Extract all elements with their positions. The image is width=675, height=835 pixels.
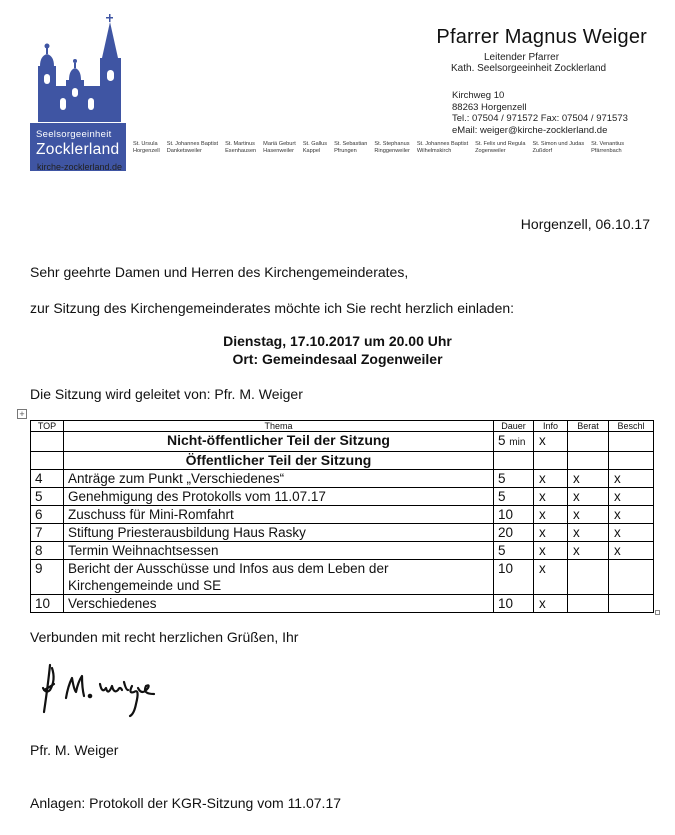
table-row: 9 Bericht der Ausschüsse und Infos aus dem Leben der Kirchengemeinde und SE 10 x xyxy=(31,560,654,595)
table-move-handle[interactable]: + xyxy=(17,409,27,419)
address-phone: Tel.: 07504 / 971572 Fax: 07504 / 971573 xyxy=(452,113,628,125)
parish-item: St. Ursula Horgenzell xyxy=(133,141,160,155)
parish-logo xyxy=(30,14,126,156)
sender-name: Pfarrer Magnus Weiger xyxy=(436,26,647,48)
column-header: Beschl xyxy=(609,421,654,432)
agenda-table xyxy=(30,420,654,613)
letter-date: Horgenzell, 06.10.17 xyxy=(520,216,650,232)
attachments-text: Anlagen: Protokoll der KGR-Sitzung vom 11.07.17 xyxy=(30,795,342,811)
address-email[interactable]: eMail: weiger@kirche-zocklerland.de xyxy=(452,124,608,136)
parish-item: St. Gallus Kappel xyxy=(302,141,328,155)
duration-cell: 5 min xyxy=(494,432,534,452)
address-city: 88263 Horgenzell xyxy=(452,101,527,113)
parish-item: St. Simon und Judas Zußdorf xyxy=(532,141,585,155)
handwritten-signature xyxy=(30,660,170,725)
parish-item: St. Johannes Baptist Wilhelmskirch xyxy=(416,141,469,155)
meeting-location: Ort: Gemeindesaal Zogenweiler xyxy=(232,351,443,367)
sender-address xyxy=(452,90,628,136)
section-row-public xyxy=(31,452,654,470)
parish-item: St. Martinus Esenhausen xyxy=(225,141,257,155)
sender-role: Leitender Pfarrer xyxy=(484,52,560,63)
parish-item: St. Stephanus Ringgenweiler xyxy=(374,141,410,155)
parish-list xyxy=(133,141,631,155)
intro-text: zur Sitzung des Kirchengemeinderates möchte ich Sie recht herzlich einladen: xyxy=(30,300,515,316)
website-url[interactable]: kirche-zocklerland.de xyxy=(37,162,123,172)
info-cell: x xyxy=(534,432,568,452)
table-row: 7 Stiftung Priesterausbildung Haus Rasky 20 x x x xyxy=(31,524,654,542)
parish-item: Mariä Geburt Hasenweiler xyxy=(263,141,296,155)
table-resize-handle[interactable] xyxy=(655,610,660,615)
logo-line-1: Seelsorgeeinheit xyxy=(36,129,112,140)
meeting-datetime: Dienstag, 17.10.2017 um 20.00 Uhr xyxy=(223,333,452,349)
closing-text: Verbunden mit recht herzlichen Grüßen, Ihr xyxy=(30,629,299,645)
column-header: Info xyxy=(534,421,568,432)
column-header: Thema xyxy=(64,421,494,432)
parish-item: St. Felix und Regula Zogenweiler xyxy=(475,141,526,155)
section-title: Nicht-öffentlicher Teil der Sitzung xyxy=(64,432,494,452)
section-title: Öffentlicher Teil der Sitzung xyxy=(64,452,494,470)
parish-item: St. Johannes Baptist Danketsweiler xyxy=(166,141,219,155)
column-header: Berat xyxy=(568,421,609,432)
table-row: 6 Zuschuss für Mini-Romfahrt 10 x x x xyxy=(31,506,654,524)
table-row: 10 Verschiedenes 10 x xyxy=(31,595,654,613)
sender-unit: Kath. Seelsorgeeinheit Zocklerland xyxy=(451,63,607,74)
column-header: Dauer xyxy=(494,421,534,432)
table-header-row xyxy=(31,421,654,432)
logo-line-2: Zocklerland xyxy=(36,141,120,158)
signature-name: Pfr. M. Weiger xyxy=(30,742,119,758)
section-row-private xyxy=(31,432,654,452)
salutation: Sehr geehrte Damen und Herren des Kirchengemeinderates, xyxy=(30,264,409,280)
parish-item: St. Venantius Pfärrenbach xyxy=(591,141,625,155)
table-row: 8 Termin Weihnachtsessen 5 x x x xyxy=(31,542,654,560)
chair-text: Die Sitzung wird geleitet von: Pfr. M. Weiger xyxy=(30,386,303,402)
church-towers-icon xyxy=(30,14,126,122)
parish-item: St. Sebastian Pfrungen xyxy=(334,141,368,155)
column-header: TOP xyxy=(31,421,64,432)
table-row: 5 Genehmigung des Protokolls vom 11.07.17 5 x x x xyxy=(31,488,654,506)
table-row: 4 Anträge zum Punkt „Verschiedenes“ 5 x x x xyxy=(31,470,654,488)
address-street: Kirchweg 10 xyxy=(452,90,505,101)
